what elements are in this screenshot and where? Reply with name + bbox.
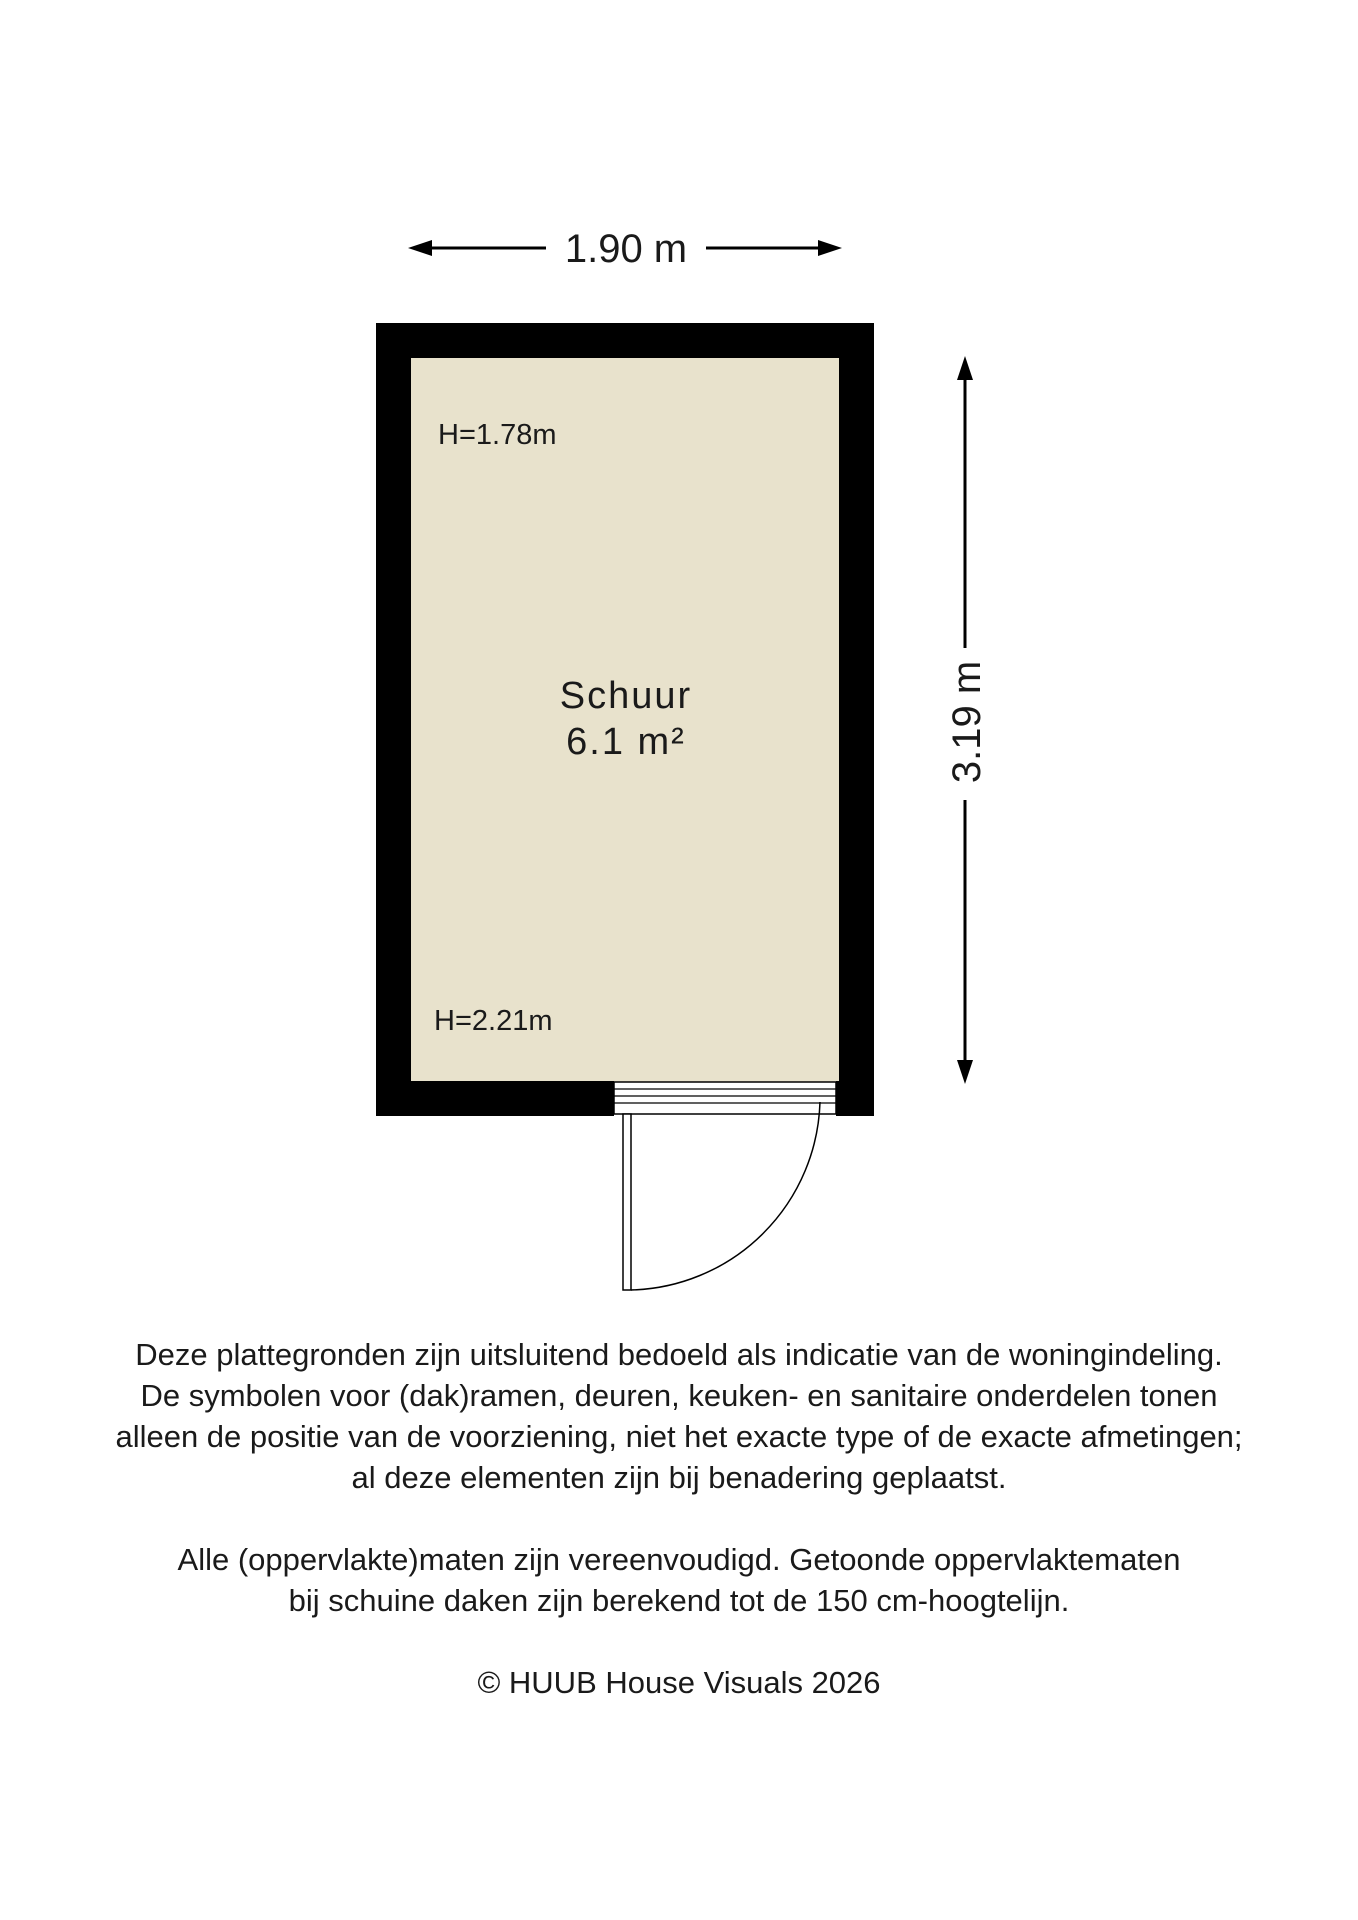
disclaimer — [0, 1334, 1358, 1744]
width-label: 1.90 m — [564, 227, 688, 271]
width-dimension — [408, 227, 842, 271]
room-floor — [410, 357, 840, 1082]
wall-right — [839, 323, 874, 1116]
door — [614, 1082, 836, 1290]
disclaimer-line: Alle (oppervlakte)maten zijn vereenvoudigd. Getoonde oppervlaktematen — [177, 1542, 1181, 1577]
wall-bottom-right — [836, 1081, 874, 1116]
disclaimer-line: bij schuine daken zijn berekend tot de 150 cm-hoogtelijn. — [288, 1583, 1070, 1618]
disclaimer-line: al deze elementen zijn bij benadering geplaatst. — [351, 1460, 1007, 1495]
room-name: Schuur — [559, 675, 693, 717]
copyright: © HUUB House Visuals 2026 — [477, 1665, 881, 1700]
disclaimer-paragraph-1 — [0, 1334, 1358, 1498]
disclaimer-paragraph-2 — [0, 1539, 1358, 1621]
depth-dimension — [945, 356, 989, 1084]
wall-top — [376, 323, 874, 358]
wall-left — [376, 323, 411, 1116]
depth-label: 3.19 m — [945, 660, 989, 784]
disclaimer-line: alleen de positie van de voorziening, niet het exacte type of de exacte afmetingen; — [115, 1419, 1243, 1454]
ceiling-height-bottom: H=2.21m — [434, 1005, 553, 1037]
room-area: 6.1 m² — [566, 721, 686, 763]
wall-bottom-left — [376, 1081, 614, 1116]
disclaimer-line: Deze plattegronden zijn uitsluitend bedoeld als indicatie van de woningindeling. — [135, 1337, 1223, 1372]
ceiling-height-top: H=1.78m — [438, 419, 557, 451]
disclaimer-line: De symbolen voor (dak)ramen, deuren, keuken- en sanitaire onderdelen tonen — [140, 1378, 1218, 1413]
